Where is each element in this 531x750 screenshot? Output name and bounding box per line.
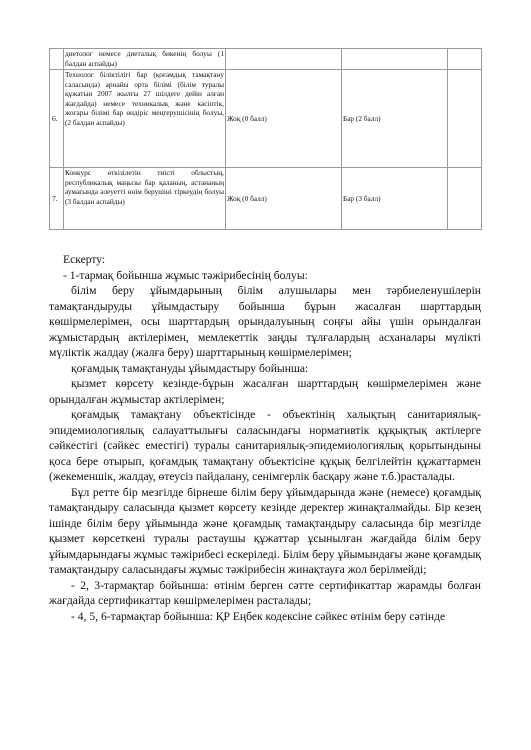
criterion-no-score: Жоқ (0 балл) [226,168,342,230]
paragraph: - 1-тармақ бойынша жұмыс тәжірибесінің болуы: [63,268,308,282]
criterion-no-score: Жоқ (0 балл) [226,70,342,168]
criterion-description: Технолог біліктілігі бар (қоғамдық тамақтану саласында) арнайы орта білімі (білім туралы құжатын 2007 жылғы 27 шілдеге дейін алған жағдайда) немесе техникалық және кәсіптік, жоғары білімі бар өндіріс меңгерушісінің болуы, (2 балдан аспайды) [64,70,226,168]
criterion-description: диетолог немесе диеталық бикенің болуы (1 балдан аспайды) [65,49,224,68]
criterion-description: Конкурс өткізілетін тиісті облыстың, республикалық маңызы бар қаланың, астананың аумағында әлеуетті өнім берушіні тіркеудің болуы (3 балдан аспайды) [64,168,226,230]
criterion-no-score [226,49,342,70]
empty-cell [448,168,482,230]
criterion-yes-score: Бар (3 балл) [342,168,448,230]
paragraph: қоғамдық тамақтануды ұйымдастыру бойынша: [71,361,309,375]
table-row [50,70,482,168]
empty-cell [448,49,482,70]
row-number: 6. [50,70,64,168]
note-section [49,252,481,624]
paragraph: білім беру ұйымдарының білім алушылары мен тәрбиеленушілерін тамақтандыруды ұйымдастыру бойынша бұрын жасалған шарттардың көшірмелерімен, осы шарттардың орындалуының соңғы айы үшін орындалған жұмыстардың актілерімен, мемлекеттік заңды тұлғалардың асханалары мүлікті мүліктік жалдау (жалға беру) шарттарының көшірмелерімен; [49,284,481,359]
paragraph: қызмет көрсету кезінде-бұрын жасалған шарттардың көшірмелерімен және орындалған жұмыстар актілерімен; [49,377,481,406]
criteria-table [49,48,482,230]
criterion-yes-score [342,49,448,70]
note-title: Ескерту: [63,253,106,266]
row-number [50,49,64,70]
paragraph: қоғамдық тамақтану объектісінде - объектінің халықтың санитариялық-эпидемиологиялық салауаттылығы саласындағы нормативтік құқықтық актілерге сәйкестігі (сәйкес еместігі) туралы санитариялық-эпидемиологиялық қорытындыны қоса бере отырып, қоғамдық тамақтану объектісіне құқық белгілейтін құжаттармен (жекеменшік, жалдау, өтеусіз пайдалану, сенімгерлік басқару және т.б.)расталады. [49,408,481,483]
row-number: 7. [50,168,64,230]
empty-cell [448,70,482,168]
table-row [50,49,482,70]
criterion-yes-score: Бар (2 балл) [342,70,448,168]
table-row [50,168,482,230]
paragraph: - 2, 3-тармақтар бойынша: өтінім берген сәтте сертификаттар жарамды болған жағдайда сертификаттар көшірмелерімен расталады; [49,578,481,607]
paragraph: - 4, 5, 6-тармақтар бойынша: ҚР Еңбек кодексіне сәйкес өтінім беру сәтінде [71,609,446,623]
paragraph: Бұл ретте бір мезгілде бірнеше білім беру ұйымдарында және (немесе) қоғамдық тамақтандыру саласында қызмет көрсету кезінде деректер жинақталмайды. Бір кезең ішінде білім беру ұйымында және қоғамдық тамақтандыру саласында бір мезгілде қызмет көрсеткені туралы растаушы құжаттар ұсынылған жағдайда білім беру ұйымдарындағы жұмыс тәжірибесі ескеріледі. Білім беру ұйымындағы және қоғамдық тамақтандыру саласындағы жұмыс тәжірибесін жинақтауға жол берілмейді; [49,485,481,576]
